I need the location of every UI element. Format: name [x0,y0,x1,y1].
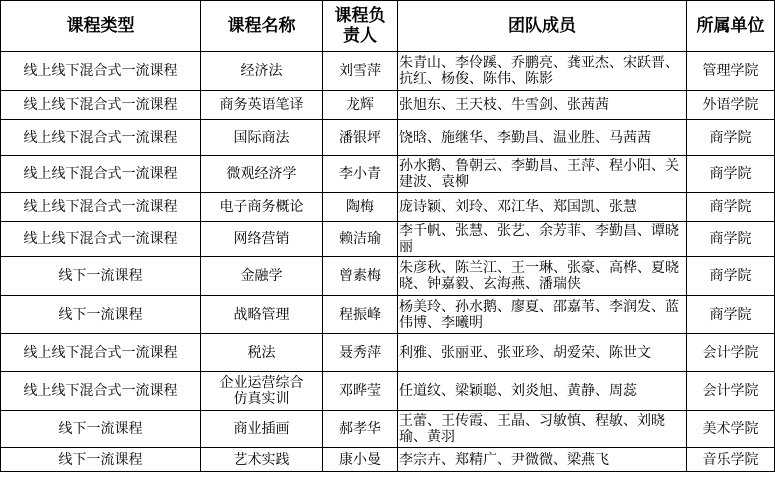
table-row [1,193,775,222]
course-name-cell: 电子商务概论 [201,193,323,222]
course-leader-cell: 潘银坪 [323,120,398,156]
table-row [1,411,775,448]
team-members-cell: 杨美玲、孙水鹅、廖夏、邵嘉苇、李润发、蓝伟博、李曦明 [398,296,687,334]
team-members-cell: 张旭东、王天枝、牛雪剑、张茜茜 [398,91,687,120]
course-type-cell: 线下一流课程 [1,296,201,334]
unit-cell: 商学院 [687,296,775,334]
unit-cell: 商学院 [687,222,775,257]
course-name-cell: 经济法 [201,52,323,91]
course-type-cell: 线上线下混合式一流课程 [1,120,201,156]
team-members-cell: 孙水鹅、鲁朝云、李勤昌、王萍、程小阳、关建波、袁柳 [398,156,687,193]
course-leader-cell: 邓晔莹 [323,372,398,411]
table-row [1,222,775,257]
header-unit: 所属单位 [687,1,775,52]
course-leader-cell: 刘雪萍 [323,52,398,91]
course-leader-cell: 郝孝华 [323,411,398,448]
unit-cell: 音乐学院 [687,448,775,472]
team-members-cell: 饶晗、施继华、李勤昌、温业胜、马茜茜 [398,120,687,156]
course-type-cell: 线上线下混合式一流课程 [1,193,201,222]
header-course-leader: 课程负责人 [323,1,398,52]
header-team-members: 团队成员 [398,1,687,52]
table-row [1,257,775,296]
course-type-cell: 线上线下混合式一流课程 [1,222,201,257]
course-type-cell: 线上线下混合式一流课程 [1,91,201,120]
unit-cell: 商学院 [687,120,775,156]
team-members-cell: 李宗卉、郑精广、尹微微、梁燕飞 [398,448,687,472]
course-name-cell: 网络营销 [201,222,323,257]
course-leader-cell: 龙辉 [323,91,398,120]
course-leader-cell: 康小曼 [323,448,398,472]
unit-cell: 美术学院 [687,411,775,448]
course-name-cell: 企业运营综合仿真实训 [201,372,323,411]
table-row [1,372,775,411]
course-name-cell: 商务英语笔译 [201,91,323,120]
course-type-cell: 线下一流课程 [1,411,201,448]
table-row [1,448,775,472]
unit-cell: 会计学院 [687,334,775,372]
course-name-cell: 艺术实践 [201,448,323,472]
course-type-cell: 线上线下混合式一流课程 [1,372,201,411]
course-leader-cell: 陶梅 [323,193,398,222]
table-row [1,52,775,91]
team-members-cell: 朱青山、李伶蹊、乔鹏亮、龚亚杰、宋跃晋、抗红、杨俊、陈伟、陈影 [398,52,687,91]
course-type-cell: 线上线下混合式一流课程 [1,52,201,91]
unit-cell: 商学院 [687,193,775,222]
team-members-cell: 利雅、张丽亚、张亚珍、胡爱荣、陈世文 [398,334,687,372]
table-row [1,156,775,193]
unit-cell: 商学院 [687,156,775,193]
header-row [1,1,775,52]
course-name-cell: 金融学 [201,257,323,296]
course-leader-cell: 赖洁瑜 [323,222,398,257]
team-members-cell: 庞诗颖、刘玲、邓江华、郑国凯、张慧 [398,193,687,222]
course-leader-cell: 程振峰 [323,296,398,334]
course-leader-cell: 聂秀萍 [323,334,398,372]
team-members-cell: 王蕾、王传霞、王晶、习敏慎、程敏、刘晓瑜、黄羽 [398,411,687,448]
header-course-type: 课程类型 [1,1,201,52]
table-row [1,91,775,120]
unit-cell: 管理学院 [687,52,775,91]
course-name-cell: 微观经济学 [201,156,323,193]
course-type-cell: 线上线下混合式一流课程 [1,156,201,193]
course-leader-cell: 李小青 [323,156,398,193]
unit-cell: 商学院 [687,257,775,296]
course-name-cell: 国际商法 [201,120,323,156]
team-members-cell: 任道纹、梁颖聪、刘炎旭、黄静、周蕊 [398,372,687,411]
course-type-cell: 线下一流课程 [1,257,201,296]
course-type-cell: 线上线下混合式一流课程 [1,334,201,372]
course-leader-cell: 曾素梅 [323,257,398,296]
unit-cell: 会计学院 [687,372,775,411]
team-members-cell: 李千帆、张慧、张艺、余芳菲、李勤昌、谭晓丽 [398,222,687,257]
table-row [1,334,775,372]
course-type-cell: 线下一流课程 [1,448,201,472]
course-name-cell: 商业插画 [201,411,323,448]
table-row [1,296,775,334]
course-name-cell: 战略管理 [201,296,323,334]
table-row [1,120,775,156]
unit-cell: 外语学院 [687,91,775,120]
header-course-name: 课程名称 [201,1,323,52]
course-name-cell: 税法 [201,334,323,372]
team-members-cell: 朱彦秋、陈兰江、王一琳、张豪、高桦、夏晓晓、钟嘉毅、玄海燕、潘瑞侠 [398,257,687,296]
